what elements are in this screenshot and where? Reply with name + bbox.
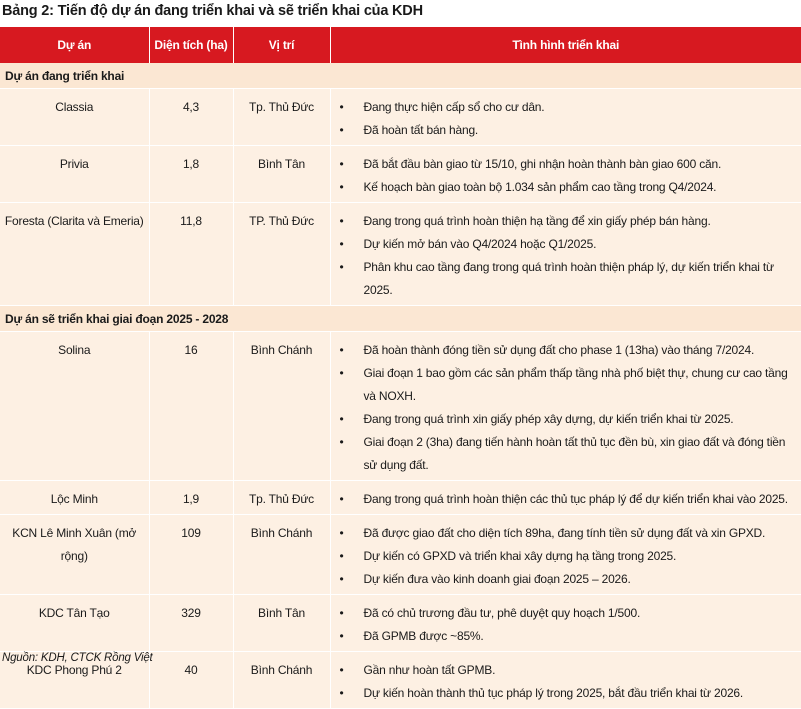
status-item <box>331 233 794 256</box>
bullet-icon: • <box>339 492 344 506</box>
project-location: Bình Chánh <box>233 332 330 481</box>
project-area: 329 <box>149 595 233 652</box>
status-text: Đang trong quá trình xin giấy phép xây dựng, dự kiến triển khai từ 2025. <box>363 412 734 426</box>
project-location: Bình Tân <box>233 146 330 203</box>
bullet-icon: • <box>339 366 344 380</box>
header-project: Dự án <box>0 27 149 63</box>
status-item <box>331 682 794 705</box>
status-item <box>331 96 794 119</box>
table-row <box>0 146 801 203</box>
status-text: Đang thực hiện cấp sổ cho cư dân. <box>363 100 545 114</box>
project-location: TP. Thủ Đức <box>233 203 330 306</box>
table-row <box>0 89 801 146</box>
status-item <box>331 602 794 625</box>
status-text: Phân khu cao tầng đang trong quá trình hoàn thiện pháp lý, dự kiến triển khai từ 2025. <box>363 260 774 297</box>
status-item <box>331 545 794 568</box>
status-text: Giai đoạn 2 (3ha) đang tiến hành hoàn tất thủ tục đền bù, xin giao đất và đóng tiền sử dụng đất. <box>363 435 786 472</box>
project-name: Foresta (Clarita và Emeria) <box>0 203 149 306</box>
bullet-icon: • <box>339 343 344 357</box>
bullet-icon: • <box>339 100 344 114</box>
header-area: Diện tích (ha) <box>149 27 233 63</box>
table-row <box>0 595 801 652</box>
project-location: Tp. Thủ Đức <box>233 481 330 515</box>
status-item <box>331 431 794 477</box>
project-area: 1,8 <box>149 146 233 203</box>
status-item <box>331 625 794 648</box>
status-text: Dự kiến hoàn thành thủ tục pháp lý trong 2025, bắt đầu triển khai từ 2026. <box>363 686 744 700</box>
project-area: 4,3 <box>149 89 233 146</box>
bullet-icon: • <box>339 260 344 274</box>
bullet-icon: • <box>339 686 344 700</box>
status-text: Dự kiến có GPXD và triển khai xây dựng hạ tầng trong 2025. <box>363 549 677 563</box>
bullet-icon: • <box>339 549 344 563</box>
status-text: Dự kiến mở bán vào Q4/2024 hoặc Q1/2025. <box>363 237 597 251</box>
project-status <box>330 515 801 595</box>
project-progress-table <box>0 27 801 709</box>
table-title: Bảng 2: Tiến độ dự án đang triển khai và sẽ triển khai của KDH <box>2 3 423 19</box>
table-row <box>0 203 801 306</box>
status-text: Dự kiến đưa vào kinh doanh giai đoạn 2025 – 2026. <box>363 572 631 586</box>
status-item <box>331 568 794 591</box>
status-text: Đã được giao đất cho diện tích 89ha, đang tính tiền sử dụng đất và xin GPXD. <box>363 526 766 540</box>
project-area: 16 <box>149 332 233 481</box>
status-item <box>331 522 794 545</box>
project-status <box>330 332 801 481</box>
project-name: Lộc Minh <box>0 481 149 515</box>
project-status <box>330 203 801 306</box>
project-status <box>330 89 801 146</box>
status-text: Đã hoàn thành đóng tiền sử dụng đất cho phase 1 (13ha) vào tháng 7/2024. <box>363 343 755 357</box>
status-list <box>331 153 794 199</box>
table-row <box>0 332 801 481</box>
status-item <box>331 153 794 176</box>
status-list <box>331 339 794 477</box>
header-row <box>0 27 801 63</box>
status-item <box>331 339 794 362</box>
project-status <box>330 595 801 652</box>
status-text: Đã hoàn tất bán hàng. <box>363 123 479 137</box>
project-name: Solina <box>0 332 149 481</box>
bullet-icon: • <box>339 572 344 586</box>
status-list <box>331 96 794 142</box>
status-item <box>331 176 794 199</box>
section-label: Dự án sẽ triển khai giai đoạn 2025 - 2028 <box>0 306 801 332</box>
project-area: 109 <box>149 515 233 595</box>
status-list <box>331 522 794 591</box>
project-area: 11,8 <box>149 203 233 306</box>
bullet-icon: • <box>339 606 344 620</box>
project-area: 1,9 <box>149 481 233 515</box>
bullet-icon: • <box>339 157 344 171</box>
status-list <box>331 210 794 302</box>
status-list <box>331 602 794 648</box>
section-row <box>0 306 801 332</box>
status-text: Đã bắt đầu bàn giao từ 15/10, ghi nhận hoàn thành bàn giao 600 căn. <box>363 157 722 171</box>
status-item <box>331 256 794 302</box>
bullet-icon: • <box>339 123 344 137</box>
status-list <box>331 659 794 705</box>
bullet-icon: • <box>339 663 344 677</box>
status-text: Đang trong quá trình hoàn thiện các thủ tục pháp lý để dự kiến triển khai vào 2025. <box>363 492 788 506</box>
project-name: KDC Tân Tạo <box>0 595 149 652</box>
header-location: Vị trí <box>233 27 330 63</box>
section-label: Dự án đang triển khai <box>0 63 801 89</box>
status-text: Kế hoạch bàn giao toàn bộ 1.034 sản phẩm cao tầng trong Q4/2024. <box>363 180 717 194</box>
bullet-icon: • <box>339 412 344 426</box>
status-text: Gần như hoàn tất GPMB. <box>363 663 496 677</box>
project-location: Bình Tân <box>233 595 330 652</box>
project-location: Tp. Thủ Đức <box>233 89 330 146</box>
header-status: Tình hình triển khai <box>330 27 801 63</box>
project-status <box>330 652 801 709</box>
bullet-icon: • <box>339 629 344 643</box>
project-name: Classia <box>0 89 149 146</box>
status-item <box>331 488 794 511</box>
bullet-icon: • <box>339 180 344 194</box>
bullet-icon: • <box>339 237 344 251</box>
status-text: Đã GPMB được ~85%. <box>363 629 484 643</box>
status-item <box>331 119 794 142</box>
section-row <box>0 63 801 89</box>
status-item <box>331 362 794 408</box>
project-location: Bình Chánh <box>233 515 330 595</box>
source-note: Nguồn: KDH, CTCK Rồng Việt <box>2 652 153 664</box>
table-body <box>0 63 801 709</box>
bullet-icon: • <box>339 214 344 228</box>
table-row <box>0 515 801 595</box>
status-list <box>331 488 794 511</box>
bullet-icon: • <box>339 526 344 540</box>
status-item <box>331 408 794 431</box>
project-location: Bình Chánh <box>233 652 330 709</box>
bullet-icon: • <box>339 435 344 449</box>
project-name: Privia <box>0 146 149 203</box>
project-name: KDC Phong Phú 2 <box>0 652 149 709</box>
status-text: Đã có chủ trương đầu tư, phê duyệt quy hoạch 1/500. <box>363 606 641 620</box>
status-item <box>331 210 794 233</box>
project-area: 40 <box>149 652 233 709</box>
project-status <box>330 481 801 515</box>
table-row <box>0 481 801 515</box>
project-name: KCN Lê Minh Xuân (mở rộng) <box>0 515 149 595</box>
project-status <box>330 146 801 203</box>
status-text: Đang trong quá trình hoàn thiện hạ tầng để xin giấy phép bán hàng. <box>363 214 711 228</box>
status-text: Giai đoạn 1 bao gồm các sản phẩm thấp tầng nhà phố biệt thự, chung cư cao tầng và NOXH. <box>363 366 788 403</box>
